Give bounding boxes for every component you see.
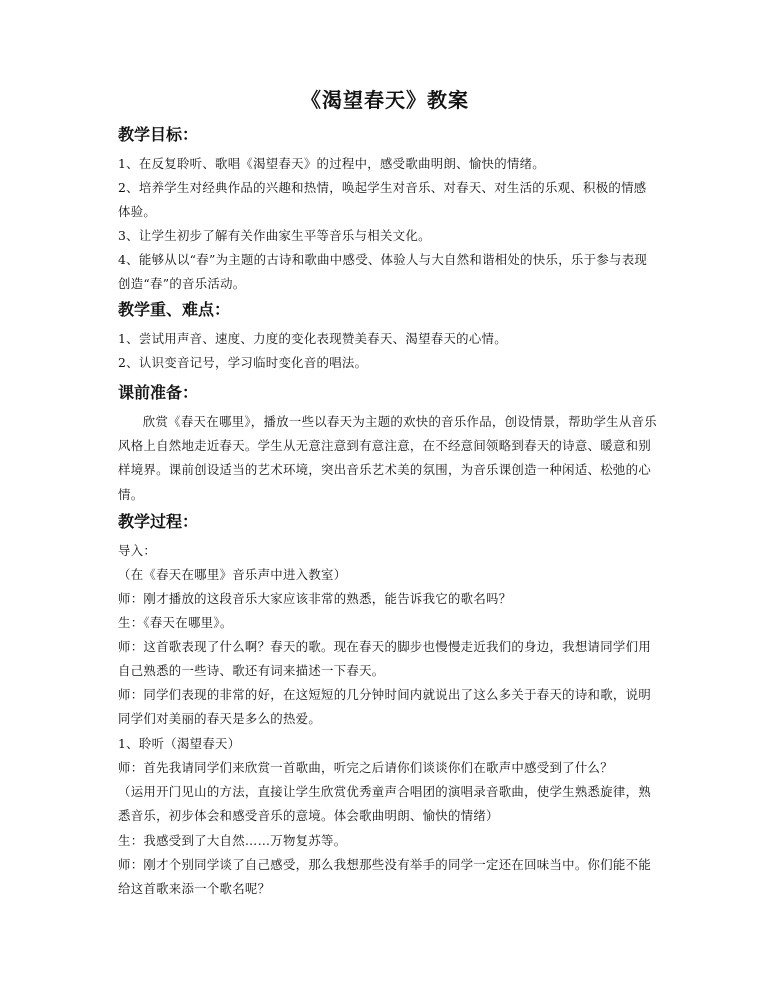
- process-line-1: 导入：: [118, 543, 157, 558]
- process-line-9: （运用开门见山的方法，直接让学生欣赏优秀童声合唱团的演唱录音歌曲，使学生熟悉旋律，熟悉音乐，初步体会和感受音乐的意境。体会歌曲明朗、愉快的情绪）: [118, 784, 652, 824]
- process-line-3: 师：刚才播放的这段音乐大家应该非常的熟悉，能告诉我它的歌名吗？: [118, 591, 512, 606]
- process-line-8: 师：首先我请同学们来欣赏一首歌曲，听完之后请你们谈谈你们在歌声中感受到了什么？: [118, 760, 613, 775]
- objective-item-4: 4、能够从以“春”为主题的古诗和歌曲中感受、体验人与大自然和谐相处的快乐，乐于参与表现创造“春”的音乐活动。: [118, 252, 648, 292]
- process-heading: 教学过程：: [118, 512, 199, 531]
- preparation-text: 欣赏《春天在哪里》，播放一些以春天为主题的欢快的音乐作品，创设情景，帮助学生从音乐风格上自然地走近春天。学生从无意注意到有意注意，在不经意间领略到春天的诗意、暖意和别样境界。课前创设适当的艺术环境，突出音乐艺术美的氛围，为音乐课创造一种闲适、松弛的心情。: [118, 414, 657, 502]
- process-line-6: 师：同学们表现的非常的好，在这短短的几分钟时间内就说出了这么多关于春天的诗和歌，说明同学们对美丽的春天是多么的热爱。: [118, 687, 652, 727]
- process-line-11: 师：刚才个别同学谈了自己感受，那么我想那些没有举手的同学一定还在回味当中。你们能不能给这首歌来添一个歌名呢？: [118, 857, 652, 897]
- objective-item-3: 3、让学生初步了解有关作曲家生平等音乐与相关文化。: [118, 228, 431, 243]
- objective-item-1: 1、在反复聆听、歌唱《渴望春天》的过程中，感受歌曲明朗、愉快的情绪。: [118, 156, 545, 171]
- process-line-2: （在《春天在哪里》音乐声中进入教室）: [118, 567, 347, 582]
- key-points-heading: 教学重、难点：: [118, 300, 231, 319]
- document-title: 《渴望春天》教案: [301, 88, 469, 112]
- process-line-4: 生：《春天在哪里》。: [118, 615, 233, 630]
- objective-item-2: 2、培养学生对经典作品的兴趣和热情，唤起学生对音乐、对春天、对生活的乐观、积极的情感体验。: [118, 180, 647, 220]
- preparation-heading: 课前准备：: [118, 383, 199, 402]
- process-line-7: 1、聆听（渴望春天）: [118, 736, 241, 751]
- process-line-5: 师：这首歌表现了什么啊？春天的歌。现在春天的脚步也慢慢走近我们的身边，我想请同学们用自己熟悉的一些诗、歌还有词来描述一下春天。: [118, 639, 652, 679]
- objectives-heading: 教学目标：: [118, 125, 199, 144]
- key-point-item-2: 2、认识变音记号，学习临时变化音的唱法。: [118, 355, 368, 370]
- key-point-item-1: 1、尝试用声音、速度、力度的变化表现赞美春天、渴望春天的心情。: [118, 331, 507, 346]
- process-line-10: 生：我感受到了大自然……万物复苏等。: [118, 833, 347, 848]
